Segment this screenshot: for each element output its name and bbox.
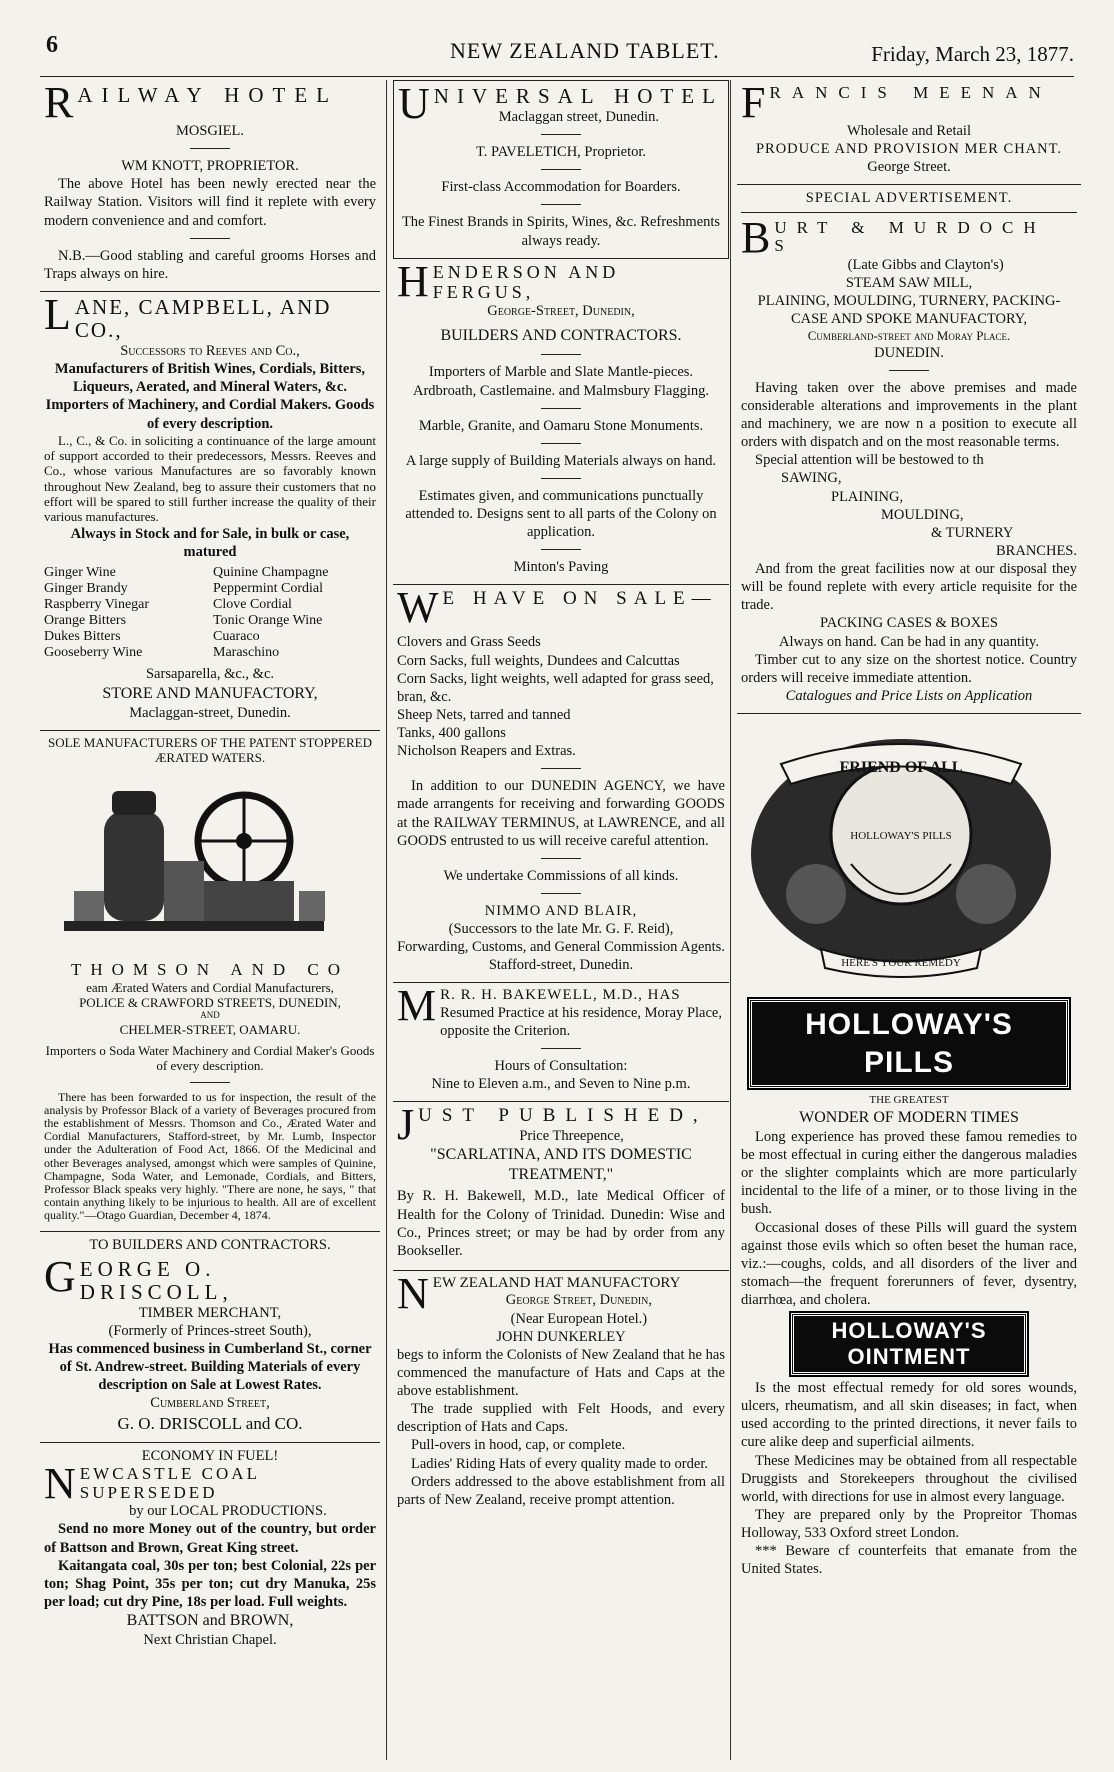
divider bbox=[190, 1082, 230, 1083]
sale-item: Tanks, 400 gallons bbox=[397, 725, 506, 742]
ad-francis-meenan bbox=[737, 80, 1081, 185]
divider bbox=[889, 370, 929, 371]
ad-section-heading: ECONOMY IN FUEL! bbox=[141, 1447, 279, 1464]
ad-body: Orders addressed to the above establishment from all parts of New Zealand, receive prompt attention. bbox=[397, 1473, 725, 1508]
ribbon-bottom-text: HERE'S YOUR REMEDY bbox=[841, 957, 961, 970]
ad-line: eam Ærated Waters and Cordial Manufacturers, bbox=[86, 979, 334, 995]
product-item: Cuaraco bbox=[213, 629, 260, 645]
ad-formerly: (Formerly of Princes-street South), bbox=[108, 1322, 312, 1339]
product-item: Maraschino bbox=[213, 645, 280, 661]
ad-body: These Medicines may be obtained from all respectable Druggists and Storekeepers throughout the civilised world, with directions for use in almost every language. bbox=[741, 1452, 1077, 1505]
ad-signature: BATTSON and BROWN, bbox=[126, 1612, 294, 1630]
ad-bakewell bbox=[393, 983, 729, 1102]
ad-line: We undertake Commissions of all kinds. bbox=[443, 867, 679, 884]
ad-importers: Importers o Soda Water Machinery and Cordial Maker's Goods of every description. bbox=[45, 1042, 375, 1074]
ad-hat-manufactory bbox=[393, 1268, 729, 1517]
ad-heading: BURT & MURDOCH S bbox=[741, 212, 1046, 262]
ad-heading: UNIVERSAL HOTEL bbox=[398, 80, 723, 128]
sale-item: Sheep Nets, tarred and tanned bbox=[397, 706, 571, 723]
ad-line: Marble, Granite, and Oamaru Stone Monuments. bbox=[418, 417, 704, 434]
trade-item: MOULDING, bbox=[881, 506, 964, 523]
column-left bbox=[40, 80, 380, 1760]
issue-date: Friday, March 23, 1877. bbox=[871, 42, 1074, 66]
ad-section-heading: SPECIAL ADVERTISEMENT. bbox=[741, 189, 1077, 212]
ad-extra: Sarsaparella, &c., &c. bbox=[145, 666, 275, 683]
ad-economy-fuel bbox=[40, 1443, 380, 1657]
product-item: Quinine Champagne bbox=[213, 564, 329, 580]
ad-line: A large supply of Building Materials always on hand. bbox=[405, 452, 717, 469]
ad-universal-hotel bbox=[393, 80, 729, 259]
ad-line: Forwarding, Customs, and General Commission Agents. bbox=[397, 939, 725, 956]
ad-near: (Near European Hotel.) bbox=[510, 1310, 648, 1327]
ad-heading: M R. R. H. BAKEWELL, M.D., HAS bbox=[397, 981, 681, 1031]
ad-trade: BUILDERS AND CONTRACTORS. bbox=[440, 327, 682, 345]
machinery-engraving bbox=[44, 771, 344, 947]
ad-body: There has been forwarded to us for inspection, the result of the analysis by Professor Black of a variety of Beverages procured from the establishment of Messrs. Thomson and Co., Ærated Water and Cordial Manufacturers, Stafford-street, by Mr. Lumb, Inspector under the Adulteration of Food Act, 1866. Of the Medicinal and other Beverages analysed, amongst which were samples of Quinine, Champagne, Soda Water, and Lemonade, Cordials, and Bitters, Professor Black speaks very highly. "There are none, he says, " that contain anything likely to be injurious to health. All are of excellent quality."—Otago Guardian, December 4, 1874. bbox=[44, 1089, 376, 1223]
sale-item: Nicholson Reapers and Extras. bbox=[397, 743, 576, 760]
ad-henderson-fergus bbox=[393, 256, 729, 586]
ad-body: Has commenced business in Cumberland St., corner of St. Andrew-street. Building Materials of every description on Sale at Lowest Rates. bbox=[48, 1341, 372, 1394]
ad-proprietor: WM KNOTT, PROPRIETOR. bbox=[121, 158, 299, 175]
ad-address: Cumberland-street and Moray Place. bbox=[807, 328, 1011, 344]
ad-line: CHELMER-STREET, OAMARU. bbox=[119, 1021, 301, 1037]
ad-body: Occasional doses of these Pills will guard the system against those evils which so often beset the human race, viz.:—coughs, colds, and all disorders of the liver and stomach—the frequent forerunners of fever, dysentry, diarrhœa, and cholera. bbox=[741, 1219, 1077, 1309]
ad-place: MOSGIEL. bbox=[175, 123, 245, 139]
ad-line: First-class Accommodation for Boarders. bbox=[441, 179, 681, 196]
sale-list bbox=[397, 627, 725, 760]
trade-item: PLAINING, bbox=[831, 488, 904, 505]
ad-street: George-Street, Dunedin, bbox=[487, 303, 635, 320]
product-item: Gooseberry Wine bbox=[44, 645, 143, 661]
ad-body: The above Hotel has been newly erected near the Railway Station. Visitors will find it replete with every modern convenience and and comfort. bbox=[44, 176, 376, 229]
divider bbox=[541, 134, 581, 135]
ad-line: POLICE & CRAWFORD STREETS, DUNEDIN, bbox=[79, 995, 341, 1011]
ad-heading: RAILWAY HOTEL bbox=[44, 80, 338, 127]
ad-line: STEAM SAW MILL, bbox=[845, 275, 973, 291]
ad-heading: HENDERSON AND FERGUS, bbox=[397, 256, 620, 306]
product-item: Ginger Brandy bbox=[44, 581, 128, 596]
ad-address: Maclaggan-street, Dunedin. bbox=[129, 704, 291, 721]
page-number: 6 bbox=[46, 32, 58, 58]
ad-stock: Always in Stock and for Sale, in bulk or case, matured bbox=[70, 525, 350, 560]
column-middle bbox=[386, 80, 729, 1760]
ad-hours-heading: Hours of Consultation: bbox=[494, 1058, 628, 1075]
sale-item: Corn Sacks, light weights, well adapted for grass seed, bran, &c. bbox=[397, 670, 714, 705]
ad-body: L., C., & Co. in soliciting a continuance of the large amount of support accorded to their predecessors, Messrs. Reeves and Co., whose various Manufactures are so favorably known throughout New Zealand, beg to assure their customers that no effort will be spared to still further increase the quality of their various manufactures. bbox=[44, 432, 376, 525]
holloway-pills-banner: HOLLOWAY'S PILLS bbox=[749, 999, 1069, 1088]
ad-line: AND bbox=[200, 1010, 220, 1021]
masthead: NEW ZEALAND TABLET. bbox=[450, 38, 720, 63]
ad-heading: FRANCIS MEENAN bbox=[741, 80, 1052, 127]
ad-line: (Late Gibbs and Clayton's) bbox=[847, 256, 1004, 273]
ad-proprietor: T. PAVELETICH, Proprietor. bbox=[475, 144, 647, 161]
product-list bbox=[44, 565, 376, 662]
ad-company: NIMMO AND BLAIR, bbox=[484, 902, 638, 919]
divider bbox=[541, 408, 581, 409]
product-item: Orange Bitters bbox=[44, 613, 127, 629]
ad-note: N.B.—Good stabling and careful grooms Horses and Traps always on hire. bbox=[44, 247, 376, 282]
holloway-globe-engraving bbox=[741, 724, 1061, 984]
ad-heading: GEORGE O. DRISCOLL, bbox=[44, 1251, 233, 1304]
ad-heading: SOLE MANUFACTURERS OF THE PATENT STOPPERED ÆRATED WATERS. bbox=[48, 734, 372, 766]
ad-company: THOMSON AND CO bbox=[70, 959, 350, 979]
product-item: Clove Cordial bbox=[213, 597, 292, 613]
divider bbox=[190, 148, 230, 149]
ad-heading: NEW ZEALAND HAT MANUFACTORY bbox=[397, 1268, 681, 1318]
ad-hours: Nine to Eleven a.m., and Seven to Nine p.m. bbox=[431, 1076, 691, 1093]
divider bbox=[541, 169, 581, 170]
ad-trade: TIMBER MERCHANT, bbox=[138, 1304, 282, 1321]
sale-item: Clovers and Grass Seeds bbox=[397, 634, 541, 651]
ad-sub: by our LOCAL PRODUCTIONS. bbox=[129, 1503, 327, 1520]
ad-body: begs to inform the Colonists of New Zealand that he has commenced the manufacture of Hats and Caps at the above establishment. bbox=[397, 1346, 725, 1400]
product-item: Tonic Orange Wine bbox=[213, 613, 323, 629]
ad-address: Maclaggan street, Dunedin. bbox=[498, 109, 660, 126]
divider bbox=[541, 893, 581, 894]
trade-list bbox=[741, 469, 1077, 560]
divider bbox=[541, 549, 581, 550]
ad-manufacturers: Manufacturers of British Wines, Cordials, Bitters, Liqueurs, Aerated, and Mineral Waters, &c. bbox=[54, 361, 366, 396]
ad-line: George Street. bbox=[867, 159, 951, 176]
divider bbox=[541, 443, 581, 444]
ad-driscoll bbox=[40, 1232, 380, 1443]
ad-heading: JUST PUBLISHED, bbox=[397, 1100, 708, 1150]
ad-store: STORE AND MANUFACTORY, bbox=[102, 684, 318, 702]
divider bbox=[541, 1048, 581, 1049]
ad-burt-murdoch bbox=[737, 185, 1081, 714]
ad-body: Is the most effectual remedy for old sores wounds, ulcers, rheumatism, and all skin diseases; in fact, when used according to the printed directions, it never fails to cure alike deep and superficial ailments. bbox=[741, 1380, 1077, 1451]
trade-item: & TURNERY bbox=[931, 524, 1014, 541]
ad-heading: NEWCASTLE COAL SUPERSEDED bbox=[44, 1458, 260, 1508]
divider bbox=[190, 238, 230, 239]
ad-line: Minton's Paving bbox=[513, 559, 609, 576]
ad-just-published bbox=[393, 1102, 729, 1271]
ribbon-top-text: FRIEND OF ALL bbox=[839, 759, 963, 777]
ad-price: Price Threepence, bbox=[519, 1128, 624, 1145]
ad-line: PACKING CASES & BOXES bbox=[820, 615, 998, 632]
divider bbox=[541, 768, 581, 769]
ad-signature: G. O. DRISCOLL and CO. bbox=[117, 1413, 303, 1433]
ad-body: Long experience has proved these famou remedies to be most effectual in curing either the dangerous maladies or the slighter complaints which are more particularly incidental to the life of a miner, or to those living in the bush. bbox=[741, 1128, 1077, 1218]
ad-heading: LANE, CAMPBELL, AND CO., bbox=[44, 289, 332, 342]
product-item: Ginger Wine bbox=[44, 564, 116, 580]
ad-body: Having taken over the above premises and made considerable alterations and improvements in the plant and machinery, we are now n a position to execute all orders with dispatch and on the most reasonable terms. bbox=[741, 379, 1077, 451]
ad-body: Pull-overs in hood, cap, or complete. bbox=[411, 1437, 626, 1454]
ad-line: WONDER OF MODERN TIMES bbox=[799, 1108, 1019, 1126]
ad-holloway bbox=[737, 714, 1081, 1586]
ad-body: Special attention will be bestowed to th bbox=[755, 452, 984, 469]
ad-body: And from the great facilities now at our disposal they will be found replete with every article requisite for the trade. bbox=[741, 561, 1077, 614]
ad-line: THE GREATEST bbox=[869, 1094, 949, 1107]
ad-heading: W E HAVE ON SALE— bbox=[397, 583, 718, 633]
ad-body: Send no more Money out of the country, but order of Battson and Brown, Great King street. bbox=[44, 1521, 376, 1556]
divider bbox=[541, 354, 581, 355]
ad-section-heading: TO BUILDERS AND CONTRACTORS. bbox=[89, 1236, 331, 1253]
sale-item: Corn Sacks, full weights, Dundees and Calcuttas bbox=[397, 652, 680, 669]
ad-line: Importers of Marble and Slate Mantle-pieces. Ardbroath, Castlemaine. and Malmsbury Flagging. bbox=[413, 364, 709, 399]
ad-lane-campbell bbox=[40, 289, 380, 731]
ad-line: Always on hand. Can be had in any quantity. bbox=[778, 633, 1039, 650]
ad-city: DUNEDIN. bbox=[874, 344, 944, 361]
divider bbox=[541, 204, 581, 205]
divider bbox=[541, 858, 581, 859]
ad-body: In addition to our DUNEDIN AGENCY, we have made arrangents for receiving and forwarding GOODS at the RAILWAY TERMINUS, at LAWRENCE, and all GOODS entrusted to us will receive careful attention. bbox=[397, 778, 725, 849]
ad-address: Stafford-street, Dunedin. bbox=[488, 957, 634, 974]
globe-text: HOLLOWAY'S PILLS bbox=[850, 830, 952, 843]
ad-importers: Importers of Machinery, and Cordial Makers. Goods of every description. bbox=[45, 397, 375, 432]
ad-line: Wholesale and Retail bbox=[846, 123, 971, 139]
ad-line: PRODUCE AND PROVISION MER CHANT. bbox=[755, 141, 1063, 158]
page-header bbox=[40, 32, 1074, 77]
ad-trades: PLAINING, MOULDING, TURNERY, PACKING-CASE AND SPOKE MANUFACTORY, bbox=[757, 293, 1061, 328]
column-right bbox=[730, 80, 1081, 1760]
holloway-ointment-banner: HOLLOWAY'S OINTMENT bbox=[791, 1313, 1027, 1375]
ad-catalogue: Catalogues and Price Lists on Application bbox=[785, 687, 1033, 704]
ad-body: Ladies' Riding Hats of every quality made to order. bbox=[411, 1455, 708, 1472]
product-item: Peppermint Cordial bbox=[213, 581, 324, 596]
ad-name: JOHN DUNKERLEY bbox=[496, 1328, 626, 1345]
ad-line: (Successors to the late Mr. G. F. Reid), bbox=[448, 921, 674, 938]
ad-line: Estimates given, and communications punctually attended to. Designs sent to all parts of the Colony on application. bbox=[405, 487, 717, 541]
ad-street: George Street, Dunedin, bbox=[505, 1292, 653, 1309]
ad-body: Timber cut to any size on the shortest notice. Country orders will receive immediate attention. bbox=[741, 651, 1077, 686]
trade-item: BRANCHES. bbox=[996, 542, 1077, 559]
trade-item: SAWING, bbox=[781, 470, 842, 487]
ad-successors: Successors to Reeves and Co., bbox=[120, 343, 300, 360]
ad-street: Cumberland Street, bbox=[150, 1395, 270, 1412]
divider bbox=[541, 478, 581, 479]
product-item: Raspberry Vinegar bbox=[44, 597, 150, 613]
ad-address: Next Christian Chapel. bbox=[143, 1632, 277, 1649]
ad-body: The trade supplied with Felt Hoods, and every description of Hats and Caps. bbox=[397, 1401, 725, 1436]
ad-body: They are prepared only by the Propreitor Thomas Holloway, 533 Oxford street London. bbox=[741, 1506, 1077, 1542]
ad-body: *** Beware cf counterfeits that emanate from the United States. bbox=[741, 1543, 1077, 1578]
ad-line: The Finest Brands in Spirits, Wines, &c. Refreshments always ready. bbox=[401, 214, 721, 249]
ad-nimmo-blair bbox=[393, 585, 729, 983]
ad-body: Resumed Practice at his residence, Moray Place, opposite the Criterion. bbox=[440, 1004, 722, 1040]
ad-railway-hotel bbox=[40, 80, 380, 292]
ad-book-title: "SCARLATINA, AND ITS DOMESTIC TREATMENT," bbox=[430, 1146, 692, 1184]
ad-body: By R. H. Bakewell, M.D., late Medical Officer of Health for the Colony of Trinidad. Dunedin: Wise and Co., Princes street; or may be had by order from any Bookseller. bbox=[397, 1188, 725, 1259]
ad-thomson bbox=[40, 731, 380, 1232]
product-item: Dukes Bitters bbox=[44, 629, 121, 645]
ad-body: Kaitangata coal, 30s per ton; best Colonial, 22s per ton; Shag Point, 35s per ton; cut dry Manuka, 25s per load; cut dry Pine, 18s per load. Full weights. bbox=[44, 1557, 376, 1610]
